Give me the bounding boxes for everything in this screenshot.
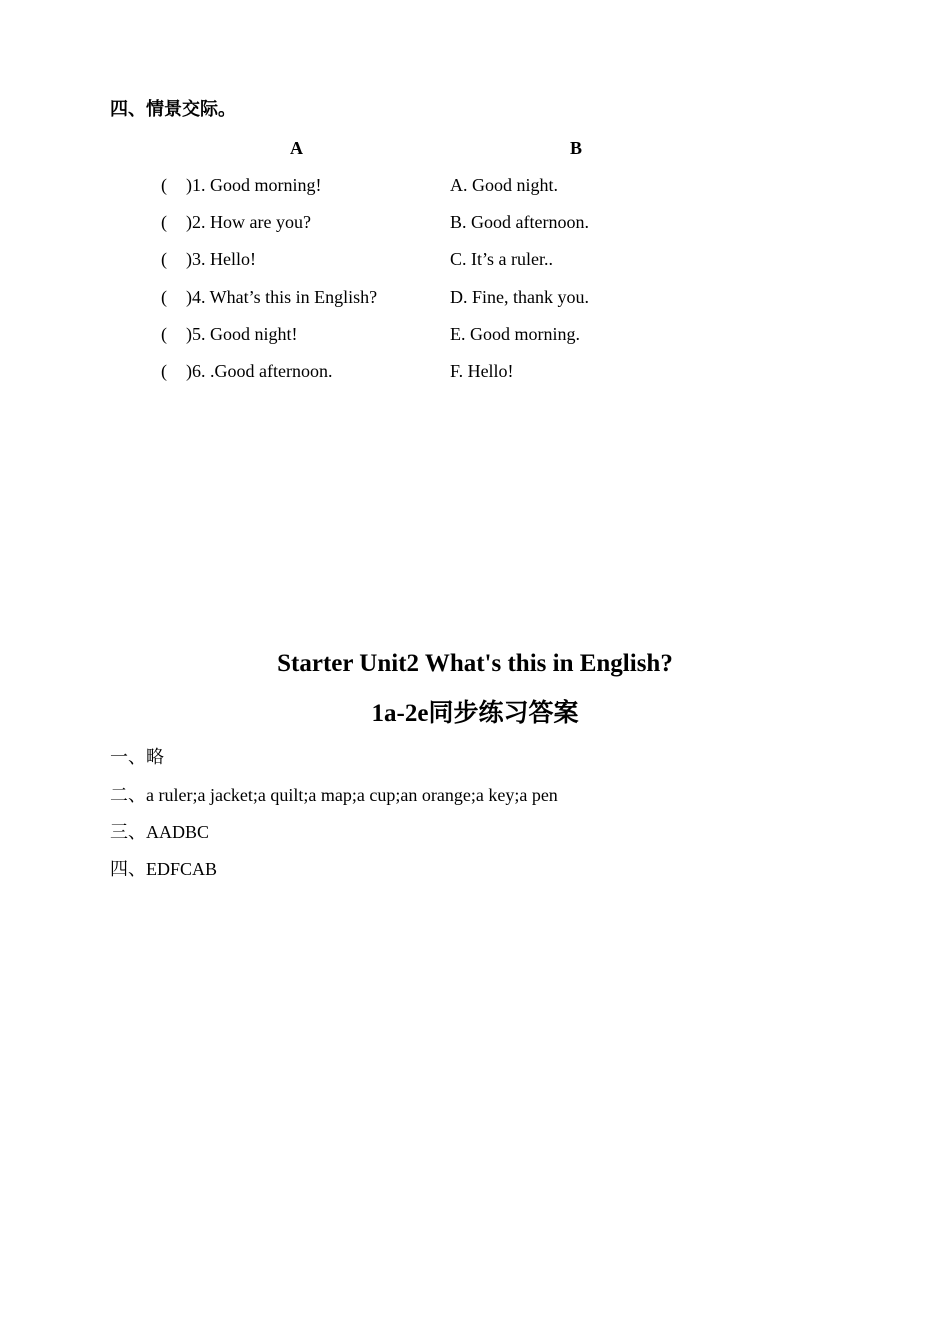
matching-row-1 — [0, 172, 950, 198]
question-text: )3. Hello! — [186, 249, 256, 269]
answer-blank: ( — [161, 361, 167, 381]
option-text: D. Fine, thank you. — [450, 287, 589, 307]
option-text: F. Hello! — [450, 361, 514, 381]
matching-row-5 — [0, 321, 950, 347]
answer-blank: ( — [161, 324, 167, 344]
answer-line-4: 四、EDFCAB — [110, 859, 218, 879]
answer-line-2: 二、a ruler;a jacket;a quilt;a map;a cup;an orange;a key;a pen — [110, 785, 558, 805]
matching-row-3 — [0, 246, 950, 272]
answer-blank: ( — [161, 249, 167, 269]
option-text: A. Good night. — [450, 175, 558, 195]
option-text: B. Good afternoon. — [450, 212, 589, 232]
option-text: C. It’s a ruler.. — [450, 249, 553, 269]
question-text: )4. What’s this in English? — [186, 287, 378, 307]
answer-blank: ( — [161, 175, 167, 195]
column-a-label: A — [290, 138, 303, 158]
column-b-label: B — [570, 138, 583, 158]
answer-blank: ( — [161, 287, 167, 307]
question-text: )6. .Good afternoon. — [186, 361, 333, 381]
section-heading: 四、情景交际。 — [110, 99, 236, 119]
question-text: )5. Good night! — [186, 324, 298, 344]
answer-line-3: 三、AADBC — [110, 822, 210, 842]
question-text: )1. Good morning! — [186, 175, 322, 195]
option-text: E. Good morning. — [450, 324, 580, 344]
answers-title: Starter Unit2 What's this in English? — [277, 650, 673, 677]
matching-row-4 — [0, 284, 950, 310]
matching-row-6 — [0, 358, 950, 384]
answer-blank: ( — [161, 212, 167, 232]
matching-row-2 — [0, 209, 950, 235]
question-text: )2. How are you? — [186, 212, 311, 232]
answers-subtitle: 1a-2e同步练习答案 — [371, 700, 579, 727]
answer-line-1: 一、略 — [110, 747, 164, 767]
